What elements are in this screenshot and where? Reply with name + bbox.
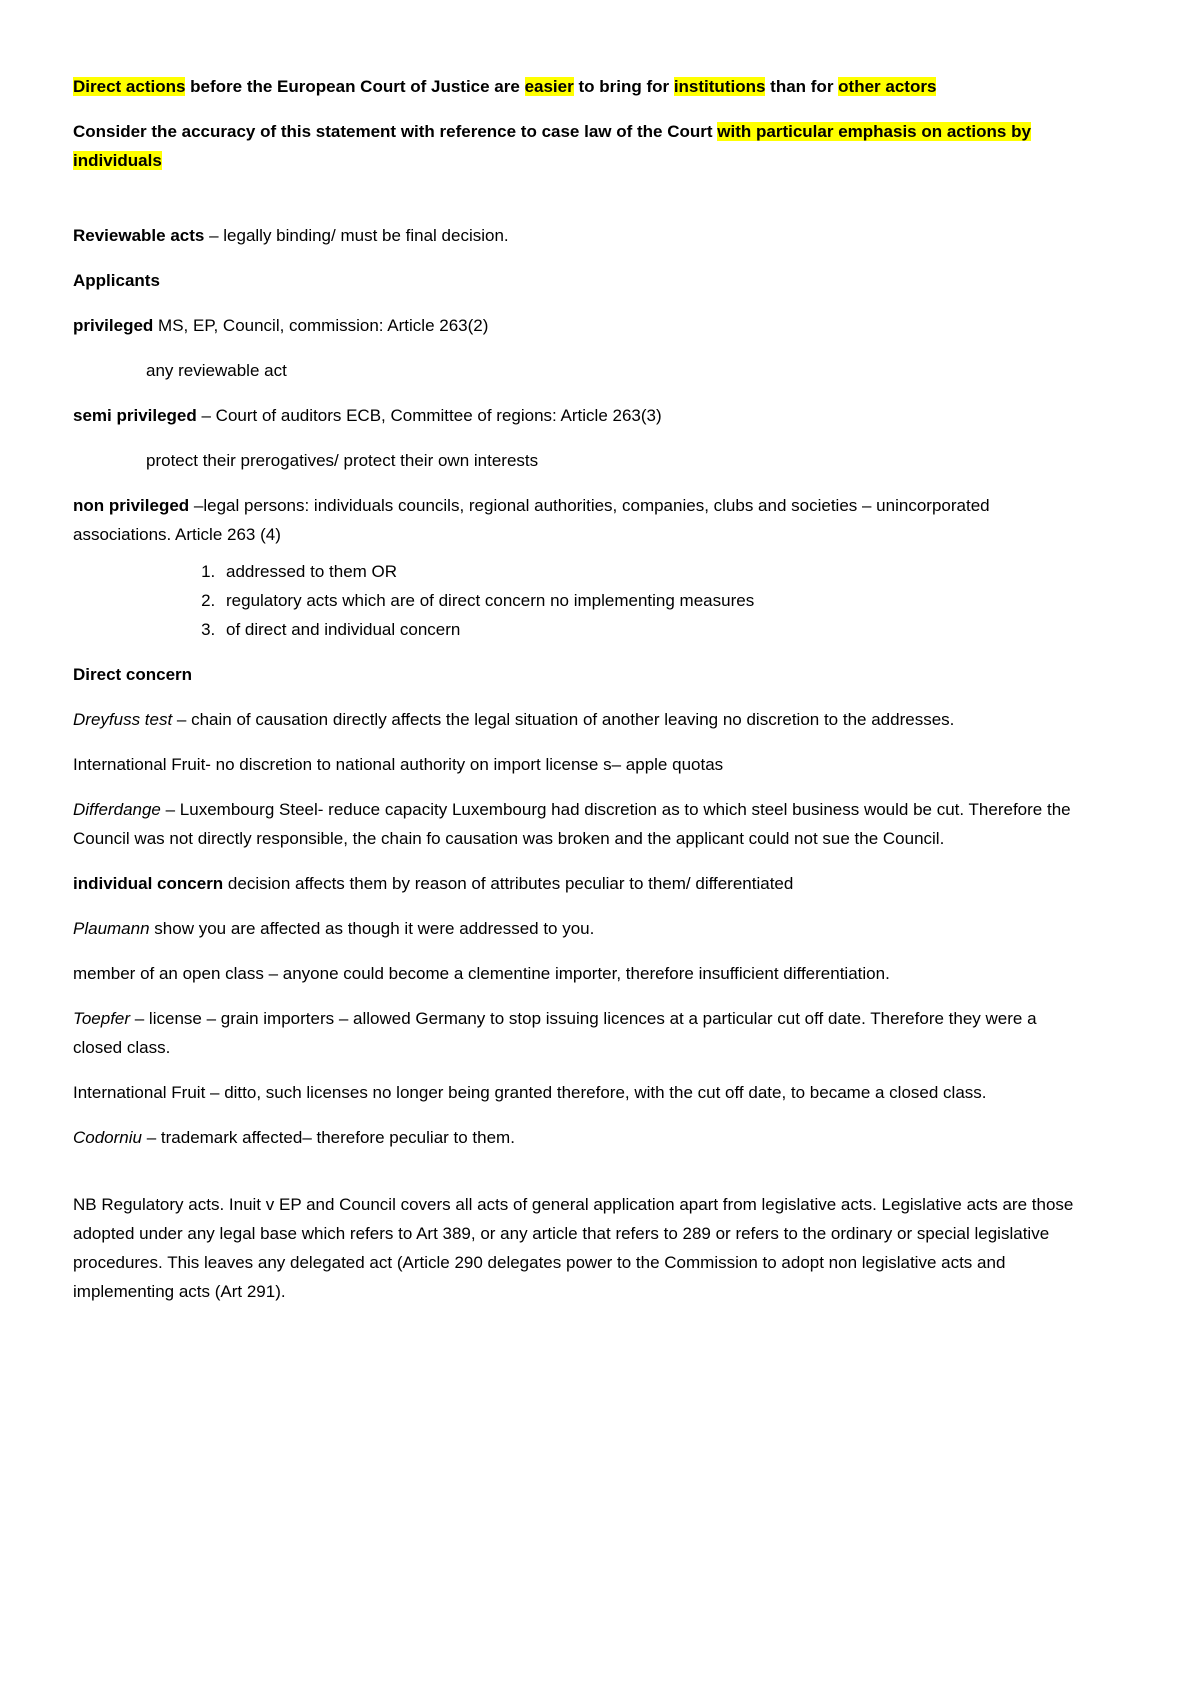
- plaumann-paragraph: [73, 914, 1090, 943]
- plaumann-text: show you are affected as though it were addressed to you.: [149, 919, 595, 938]
- title-text: before the European Court of Justice are: [185, 77, 525, 96]
- reviewable-acts-term: Reviewable acts: [73, 226, 205, 245]
- dreyfuss-case-name: Dreyfuss test: [73, 710, 173, 729]
- title-text: than for: [765, 77, 839, 96]
- codorniu-case-name: Codorniu: [73, 1128, 142, 1147]
- open-class-paragraph: member of an open class – anyone could become a clementine importer, therefore insufficient differentiation.: [73, 964, 890, 983]
- dreyfuss-paragraph: [73, 705, 1090, 734]
- international-fruit-paragraph-2: International Fruit – ditto, such licenses no longer being granted therefore, with the cut off date, to became a closed class.: [73, 1083, 987, 1102]
- non-privileged-paragraph: [73, 491, 1090, 549]
- direct-concern-heading: Direct concern: [73, 665, 193, 684]
- individual-concern-text: decision affects them by reason of attributes peculiar to them/ differentiated: [223, 874, 794, 893]
- blank-line: [73, 1168, 1090, 1190]
- non-privileged-term: non privileged: [73, 496, 190, 515]
- question-highlight: with particular emphasis on actions by individuals: [73, 122, 1031, 170]
- essay-title: [73, 72, 1090, 101]
- individual-concern-paragraph: [73, 869, 1090, 898]
- list-item: 1. addressed to them OR: [220, 557, 1090, 586]
- standing-criteria-list: [73, 557, 1090, 644]
- differdange-text: – Luxembourg Steel- reduce capacity Luxembourg had discretion as to which steel business would be cut. Therefore the Council was not directly responsible, the chain fo causation was broken and the applicant could not sue the Council.: [73, 800, 1071, 848]
- title-highlight-institutions: institutions: [673, 77, 766, 96]
- codorniu-paragraph: [73, 1123, 1090, 1152]
- title-highlight-direct-actions: Direct actions: [73, 77, 186, 96]
- toepfer-paragraph: [73, 1004, 1090, 1062]
- privileged-term: privileged: [73, 316, 154, 335]
- international-fruit-paragraph-1: International Fruit- no discretion to national authority on import license s– apple quotas: [73, 755, 724, 774]
- semi-privileged-detail: protect their prerogatives/ protect their own interests: [146, 451, 539, 470]
- toepfer-text: – license – grain importers – allowed Germany to stop issuing licences at a particular cut off date. Therefore they were a closed class.: [73, 1009, 1037, 1057]
- semi-privileged-paragraph: [73, 401, 1090, 430]
- privileged-paragraph: [73, 311, 1090, 340]
- privileged-text: MS, EP, Council, commission: Article 263(2): [153, 316, 489, 335]
- privileged-detail: any reviewable act: [146, 361, 287, 380]
- list-item: 2. regulatory acts which are of direct concern no implementing measures: [220, 586, 1090, 615]
- blank-line: [73, 191, 1090, 221]
- plaumann-case-name: Plaumann: [73, 919, 150, 938]
- individual-concern-term: individual concern: [73, 874, 224, 893]
- reviewable-acts-text: – legally binding/ must be final decision.: [204, 226, 509, 245]
- differdange-paragraph: [73, 795, 1090, 853]
- title-highlight-other-actors: other actors: [838, 77, 937, 96]
- list-item: 3. of direct and individual concern: [220, 615, 1090, 644]
- question-text: Consider the accuracy of this statement with reference to case law of the Court: [73, 122, 718, 141]
- dreyfuss-text: – chain of causation directly affects the legal situation of another leaving no discretion to the addresses.: [172, 710, 955, 729]
- codorniu-text: – trademark affected– therefore peculiar to them.: [142, 1128, 515, 1147]
- title-text: to bring for: [573, 77, 674, 96]
- essay-question: [73, 117, 1090, 175]
- title-highlight-easier: easier: [524, 77, 574, 96]
- reviewable-acts-paragraph: [73, 221, 1090, 250]
- nb-regulatory-acts-paragraph: NB Regulatory acts. Inuit v EP and Council covers all acts of general application apart from legislative acts. Legislative acts are those adopted under any legal base which refers to Art 389, or any article that refers to 289 or refers to the ordinary or special legislative procedures. This leaves any delegated act (Article 290 delegates power to the Commission to adopt non legislative acts and implementing acts (Art 291).: [73, 1195, 1074, 1301]
- non-privileged-text: –legal persons: individuals councils, regional authorities, companies, clubs and societies – unincorporated associations. Article 263 (4): [73, 496, 990, 544]
- semi-privileged-text: – Court of auditors ECB, Committee of regions: Article 263(3): [196, 406, 662, 425]
- applicants-heading: Applicants: [73, 271, 160, 290]
- semi-privileged-term: semi privileged: [73, 406, 197, 425]
- differdange-case-name: Differdange: [73, 800, 161, 819]
- toepfer-case-name: Toepfer: [73, 1009, 131, 1028]
